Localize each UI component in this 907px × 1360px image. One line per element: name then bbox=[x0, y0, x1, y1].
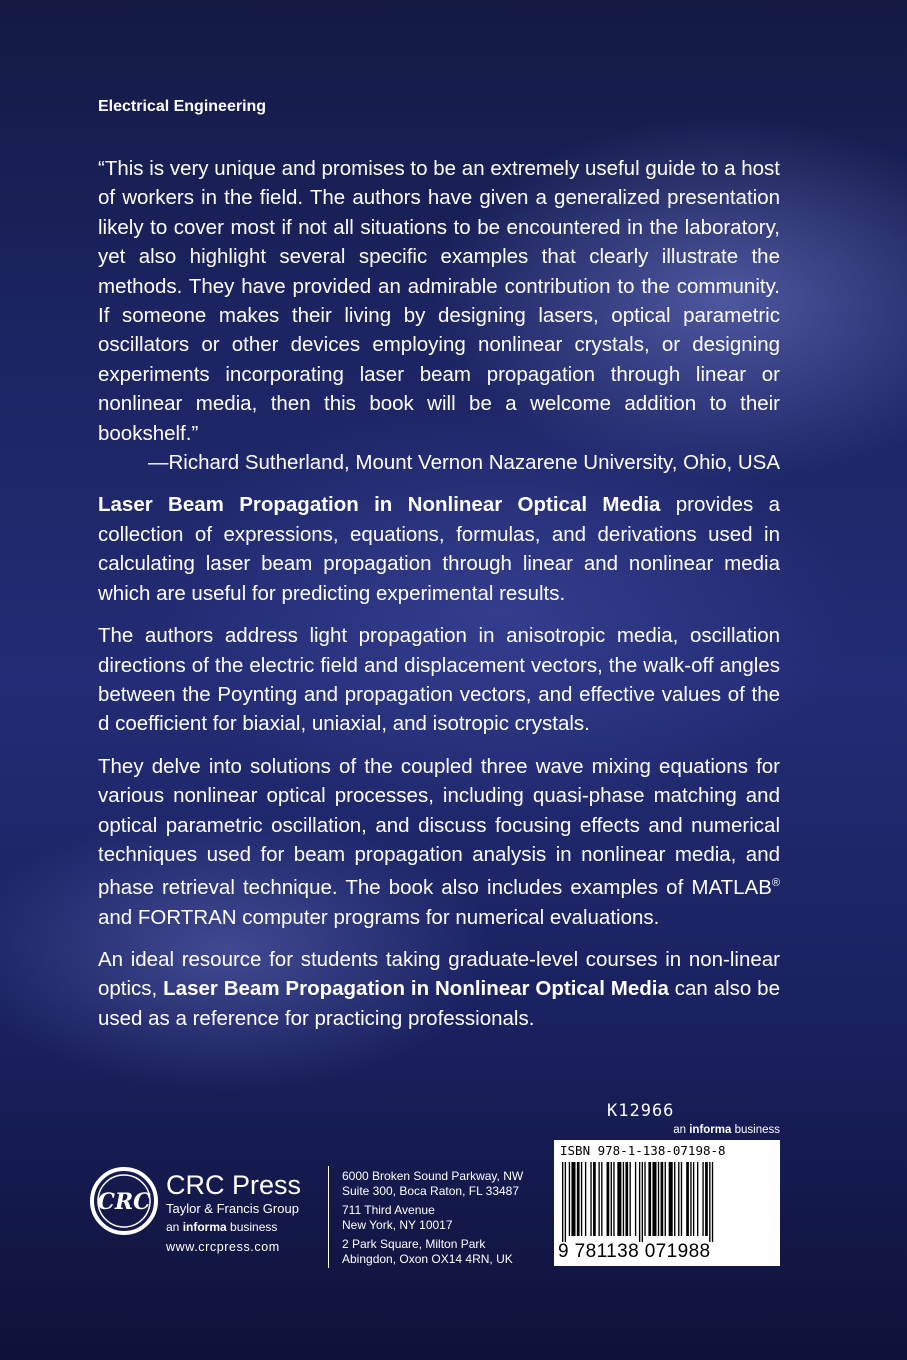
publisher-informa: an informa business bbox=[166, 1220, 278, 1234]
isbn-label: ISBN 978-1-138-07198-8 bbox=[560, 1143, 726, 1158]
quote-text: “This is very unique and promises to be an extremely useful guide to a host of workers in the field. The authors have given a generalized presentation likely to cover most if not all situations to be encountered in the laboratory, yet also highlight several specific examples that clearly illustrate the methods. They have provided an admirable contribution to the community. If someone makes their living by designing lasers, optical parametric oscillators or other devices employing nonlinear crystals, or designing experiments incorporating laser beam propagation through linear or nonlinear media, then this book will be a welcome addition to their bookshelf.” bbox=[98, 157, 780, 445]
barcode-bars bbox=[562, 1162, 772, 1242]
product-code: K12966 bbox=[607, 1101, 675, 1121]
address-line: Suite 300, Boca Raton, FL 33487 bbox=[342, 1184, 520, 1199]
barcode-bar bbox=[617, 1162, 621, 1236]
barcode-number: 9 781138 071988 bbox=[558, 1241, 711, 1262]
barcode-bar bbox=[635, 1162, 636, 1236]
barcode-bar bbox=[607, 1162, 610, 1236]
address-line: 6000 Broken Sound Parkway, NW bbox=[342, 1169, 524, 1183]
description-paragraph-2: The authors address light propagation in anisotropic media, oscillation directions of the electric field and displacement vectors, the walk-off angles between the Poynting and propagation vectors, and effective values of the d coefficient for biaxial, uniaxial, and isotropic crystals. bbox=[98, 624, 780, 736]
barcode-bar bbox=[613, 1162, 614, 1236]
barcode-bar bbox=[598, 1162, 599, 1236]
barcode-bar bbox=[581, 1162, 582, 1236]
publisher-group: Taylor & Francis Group bbox=[166, 1201, 299, 1216]
barcode-bar bbox=[652, 1162, 656, 1236]
barcode-bar bbox=[686, 1162, 689, 1236]
book-title: Laser Beam Propagation in Nonlinear Optical Media bbox=[163, 977, 669, 1001]
divider bbox=[328, 1166, 329, 1268]
address-line: 2 Park Square, Milton Park bbox=[342, 1236, 486, 1251]
barcode-bar bbox=[669, 1162, 673, 1236]
barcode-bar bbox=[623, 1162, 624, 1236]
description-paragraph-3: They delve into solutions of the coupled three wave mixing equations for various nonlinear optical processes, including quasi-phase matching and optical parametric oscillation, and discuss focusing effects and numerical techniques used for beam propagation analysis in nonlinear media, and phase retrieval technique. The book also includes examples of MATLAB® and FORTRAN computer programs for numerical evaluations. bbox=[98, 754, 780, 929]
barcode-bar bbox=[630, 1162, 631, 1236]
barcode-bar bbox=[709, 1162, 710, 1242]
barcode-bar bbox=[674, 1162, 675, 1236]
barcode-bar bbox=[648, 1162, 651, 1236]
address-line: New York, NY 10017 bbox=[342, 1218, 453, 1233]
barcode-bar bbox=[678, 1162, 679, 1236]
barcode-bar bbox=[693, 1162, 694, 1236]
publisher-addresses bbox=[342, 1169, 523, 1267]
barcode-bar bbox=[571, 1162, 575, 1236]
barcode-bar bbox=[658, 1162, 659, 1236]
barcode-bar bbox=[577, 1162, 580, 1236]
isbn-barcode bbox=[554, 1140, 780, 1266]
barcode-bar bbox=[681, 1162, 682, 1236]
address-line: Abingdon, Oxon OX14 4RN, UK bbox=[342, 1252, 513, 1267]
barcode-bar bbox=[601, 1162, 602, 1236]
crc-logo-text: CRC bbox=[97, 1189, 151, 1215]
description-paragraph-1: Laser Beam Propagation in Nonlinear Optical Media provides a collection of expressions, equations, formulas, and derivations used in calculating laser beam propagation through linear and nonlinear media which are useful for predicting experimental results. bbox=[98, 493, 780, 605]
blurb-text bbox=[98, 154, 780, 1046]
barcode-bar bbox=[705, 1162, 708, 1236]
quote-attribution: —Richard Sutherland, Mount Vernon Nazarene University, Ohio, USA bbox=[147, 451, 780, 475]
barcode-bar bbox=[697, 1162, 698, 1236]
barcode-bar bbox=[625, 1162, 628, 1236]
barcode-bar bbox=[690, 1162, 691, 1236]
barcode-bar bbox=[665, 1162, 666, 1236]
barcode-bar bbox=[585, 1162, 586, 1236]
barcode-bar bbox=[642, 1162, 643, 1242]
barcode-bar bbox=[562, 1162, 563, 1242]
address-line: 711 Third Avenue bbox=[342, 1202, 435, 1217]
registered-mark: ® bbox=[771, 877, 780, 890]
barcode-bar bbox=[644, 1162, 645, 1236]
barcode-bar bbox=[702, 1162, 703, 1236]
informa-business-label: an informa business bbox=[673, 1124, 780, 1136]
barcode-bar bbox=[565, 1162, 566, 1242]
description-paragraph-4: An ideal resource for students taking graduate-level courses in non-linear optics, Laser Beam Propagation in Nonlinear Optical Media can also be used as a reference for practicing professionals. bbox=[98, 947, 780, 1030]
barcode-bar bbox=[712, 1162, 713, 1242]
barcode-bar bbox=[661, 1162, 664, 1236]
publisher-website[interactable]: www.crcpress.com bbox=[166, 1240, 280, 1254]
review-quote bbox=[98, 154, 780, 477]
barcode-bar bbox=[611, 1162, 612, 1236]
category-label: Electrical Engineering bbox=[98, 98, 267, 115]
barcode-bar bbox=[590, 1162, 591, 1236]
publisher-name: CRC Press bbox=[166, 1170, 302, 1200]
crc-logo-icon bbox=[89, 1166, 159, 1236]
barcode-bar bbox=[569, 1162, 570, 1236]
barcode-bar bbox=[639, 1162, 640, 1242]
barcode-bar bbox=[593, 1162, 596, 1236]
book-title: Laser Beam Propagation in Nonlinear Optical Media bbox=[98, 493, 661, 517]
